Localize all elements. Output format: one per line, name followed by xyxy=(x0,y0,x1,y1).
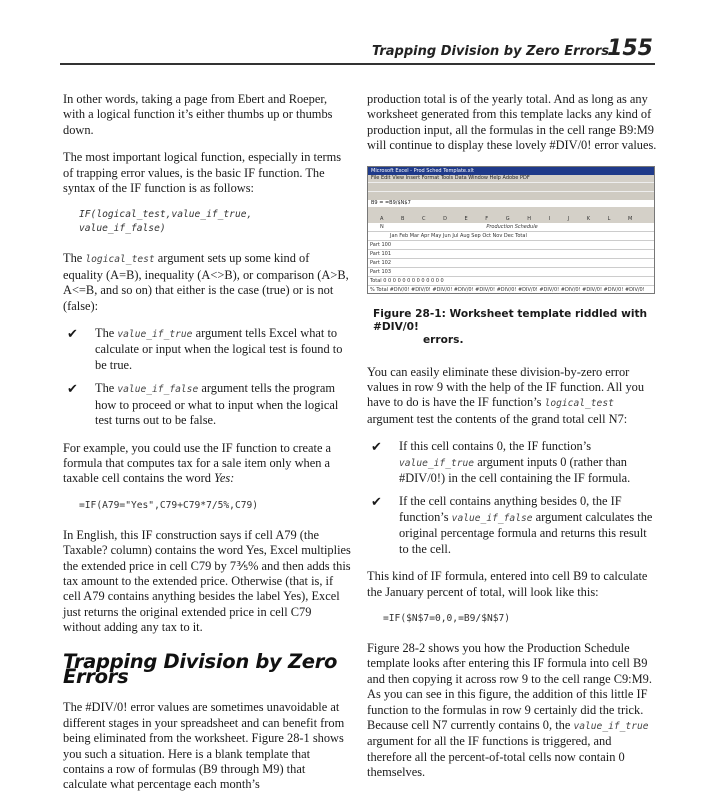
inline-code: value_if_true xyxy=(399,457,475,469)
inline-code: value_if_true xyxy=(573,720,649,732)
text: The xyxy=(63,251,83,266)
checkmark-icon: ✔ xyxy=(371,494,382,510)
checkmark-icon: ✔ xyxy=(67,326,78,342)
syntax-line: value_if_false) xyxy=(79,223,166,235)
figure-caption xyxy=(373,308,659,347)
list-item xyxy=(63,326,351,373)
section-heading: Trapping Division by Zero Errors xyxy=(63,649,338,688)
page-number: 155 xyxy=(607,36,653,61)
checkmark-icon: ✔ xyxy=(67,381,78,397)
data-row: Part 101 xyxy=(368,250,654,259)
syntax-line: IF(logical_test,value_if_true, xyxy=(79,209,253,221)
paragraph: This kind of IF formula, entered into cell B9 to calculate the January percent of total, will look like this: xyxy=(367,569,648,599)
paragraph xyxy=(63,251,351,314)
data-row: Part 100 xyxy=(368,241,654,250)
left-column xyxy=(63,92,351,805)
text: argument inputs 0 (rather than #DIV/0!) in the cell containing the IF formula. xyxy=(399,454,631,486)
paragraph: The most important logical function, especially in terms of trapping error values, is the basic IF function. The syntax of the IF function is as follows: xyxy=(63,150,342,196)
caption-text: errors. xyxy=(423,333,464,346)
column-headers: A B C D E F G H I J K L M N xyxy=(368,215,654,223)
inline-code: value_if_true xyxy=(117,329,193,341)
list-item xyxy=(63,381,351,428)
paragraph xyxy=(367,365,659,428)
inline-code: value_if_false xyxy=(451,512,533,524)
format-toolbar xyxy=(368,191,654,200)
sheet-title: Production Schedule xyxy=(368,223,654,232)
text: The xyxy=(95,381,115,396)
text: argument calculates the original percentage formula and returns this result to the cell. xyxy=(399,509,653,556)
formula-example: =IF($N$7=0,0,=B9/$N$7) xyxy=(383,612,511,624)
syntax-block xyxy=(79,208,351,236)
page-header xyxy=(0,0,709,62)
paragraph: In English, this IF construction says if cell A79 (the Taxable? column) contains the word Yes, Excel multiplies the extended price in cell C79 by 7⅗% and then adds this tax amount to the extended price. Otherwise (that is, if cell A79 contains anything besides the label Yes), Excel just returns the original extended price in cell C79 without adding any tax to it. xyxy=(63,527,351,635)
paragraph: production total is of the yearly total. And as long as any worksheet generated from this template lacks any kind of production input, all the formulas in the cell range B9:M9 will continue to display these lovely #DIV/0! error values. xyxy=(367,92,657,153)
inline-code: logical_test xyxy=(85,254,155,266)
paragraph xyxy=(63,441,351,487)
text: argument tells the program how to proceed or what to input when the logical test turns out to be false. xyxy=(95,381,339,428)
formula-example: =IF(A79="Yes",C79+C79*7/5%,C79) xyxy=(79,499,259,511)
total-row: Total 0 0 0 0 0 0 0 0 0 0 0 0 0 xyxy=(368,277,654,286)
text: argument tells Excel what to calculate or input when the logical test is found to be true. xyxy=(95,326,343,372)
bullet-list xyxy=(63,326,351,428)
inline-code: logical_test xyxy=(544,398,614,410)
inline-code: value_if_false xyxy=(117,384,199,396)
paragraph: In other words, taking a page from Ebert and Roeper, with a logical function it’s either thumbs up or thumbs down. xyxy=(63,92,333,137)
toolbar xyxy=(368,182,654,191)
window-title: Microsoft Excel - Prod Sched Template.xlt xyxy=(368,167,654,175)
checkmark-icon: ✔ xyxy=(371,439,382,455)
bullet-list xyxy=(367,439,659,557)
text: For example, you could use the IF function to create a formula that computes tax for a sale item only when a taxable cell contains the word xyxy=(63,440,332,486)
text: argument sets up some kind of equality (A=B), inequality (A<>B), or comparison (A>B, A<=B, and so on) that either is the case (true) or is not (false): xyxy=(63,251,349,313)
data-row: Part 103 xyxy=(368,268,654,277)
running-title: Trapping Division by Zero Errors xyxy=(371,44,609,59)
caption-text: Worksheet template riddled with #DIV/0! xyxy=(373,307,648,333)
text: argument test the contents of the grand total cell N7: xyxy=(367,411,628,426)
paragraph: The #DIV/0! error values are sometimes unavoidable at different stages in your spreadsheet and can benefit from being eliminated from the worksheet. Figure 28-1 shows you such a situation. Here is a blank template that contains a row of formulas (B9 through M9) that calculate what percentage each month’s xyxy=(63,700,345,792)
list-item xyxy=(367,439,659,486)
text: You can easily eliminate these division-by-zero error values in row 9 with the help of the IF function. All you have to do is have the IF function’s xyxy=(367,364,645,410)
emphasis: Yes: xyxy=(214,471,235,486)
text: If the cell contains anything besides 0, the IF function’s xyxy=(399,494,622,524)
data-row: Part 102 xyxy=(368,259,654,268)
month-header-row: Jan Feb Mar Apr May Jun Jul Aug Sep Oct Nov Dec Total xyxy=(368,232,654,241)
list-item xyxy=(367,494,659,557)
error-row: % Total #DIV/0! #DIV/0! #DIV/0! #DIV/0! #DIV/0! #DIV/0! #DIV/0! #DIV/0! #DIV/0! #DIV/0! #DIV/0! #DIV/0! xyxy=(368,286,654,294)
menu-bar: File Edit View Insert Format Tools Data Window Help Adobe PDF xyxy=(371,174,530,181)
text: The xyxy=(95,326,115,341)
text: If this cell contains 0, the IF function’s xyxy=(399,439,592,454)
header-rule xyxy=(60,63,655,65)
text: argument for all the IF functions is triggered, and therefore all the percent-of-total cells now contain 0 themselves. xyxy=(367,734,625,780)
formula-bar: B9 = =B9/$N$7 xyxy=(368,200,654,207)
text: Figure 28-2 shows you how the Production Schedule template looks after entering this IF formula into cell B9 and then copying it across row 9 to the cell range C9:M9. As you can see in this figure, the addition of this little IF function to the formulas in row 9 certainly did the trick. Because cell N7 currently contains 0, the xyxy=(367,640,652,732)
worksheet-grid xyxy=(368,215,654,293)
figure-28-1-screenshot xyxy=(367,166,655,294)
right-column xyxy=(367,92,659,793)
paragraph xyxy=(367,641,659,781)
caption-label: Figure 28-1: xyxy=(373,307,446,320)
